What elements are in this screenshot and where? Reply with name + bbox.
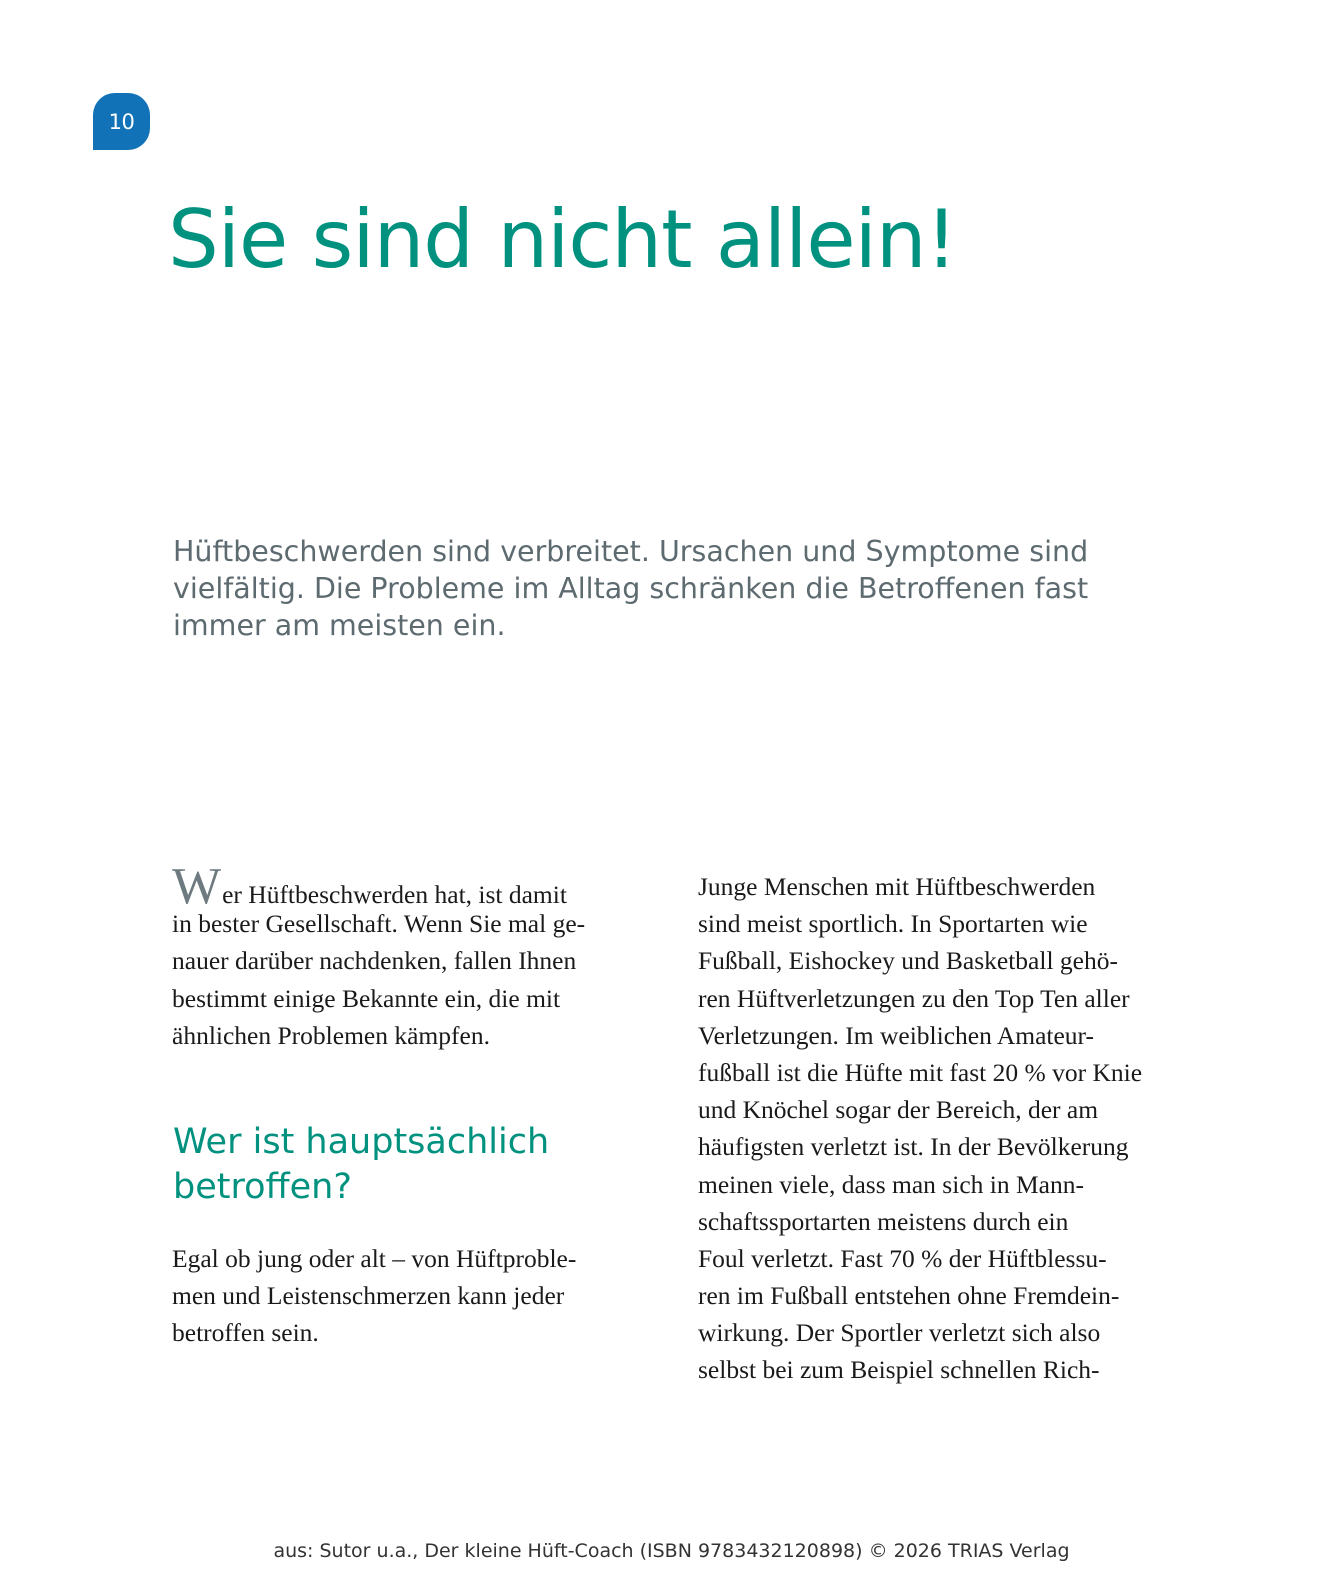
lead-paragraph xyxy=(173,532,1133,644)
right-column-line: schaftssportarten meistens durch ein xyxy=(698,1206,1069,1236)
right-column-line: und Knöchel sogar der Bereich, der am xyxy=(698,1095,1099,1125)
right-column-line: Junge Menschen mit Hüftbeschwerden xyxy=(698,872,1096,901)
right-column-line: fußball ist die Hüfte mit fast 20 % vor Knie xyxy=(698,1057,1143,1087)
section-heading xyxy=(173,1120,643,1210)
right-column-line: Fußball, Eishockey und Basketball gehö- xyxy=(698,946,1118,976)
right-column-line: sind meist sportlich. In Sportarten wie xyxy=(698,909,1088,939)
section-line: men und Leistenschmerzen kann jeder xyxy=(172,1281,565,1311)
intro-line: bestimmt einige Bekannte ein, die mit xyxy=(172,983,561,1013)
section-line: betroffen sein. xyxy=(172,1318,319,1348)
intro-line xyxy=(172,858,642,915)
right-column-line: wirkung. Der Sportler verletzt sich also xyxy=(698,1318,1101,1348)
right-column-line: Foul verletzt. Fast 70 % der Hüftblessu- xyxy=(698,1243,1107,1273)
section-heading-line: Wer ist hauptsächlich xyxy=(173,1122,550,1162)
copyright-footer: aus: Sutor u.a., Der kleine Hüft-Coach (ISBN 9783432120898) © 2026 TRIAS Verlag xyxy=(273,1540,1070,1562)
right-column-line: selbst bei zum Beispiel schnellen Rich- xyxy=(698,1355,1100,1385)
page-number: 10 xyxy=(108,109,135,134)
intro-line: in bester Gesellschaft. Wenn Sie mal ge- xyxy=(172,909,586,939)
intro-paragraph xyxy=(172,858,642,1054)
page-number-badge xyxy=(93,93,150,150)
right-column-line: ren Hüftverletzungen zu den Top Ten aller xyxy=(698,983,1130,1013)
lead-line: vielfältig. Die Probleme im Alltag schränken die Betroffenen fast xyxy=(173,572,1089,606)
page-title: Sie sind nicht allein! xyxy=(168,193,957,286)
section-heading-line: betroffen? xyxy=(173,1167,352,1207)
right-column-line: Verletzungen. Im weiblichen Amateur- xyxy=(698,1020,1095,1050)
right-column-line: meinen viele, dass man sich in Mann- xyxy=(698,1169,1084,1199)
intro-line-text: er Hüftbeschwerden hat, ist damit xyxy=(222,880,567,909)
lead-line: immer am meisten ein. xyxy=(173,609,506,643)
right-column-paragraph xyxy=(698,868,1178,1389)
section-line: Egal ob jung oder alt – von Hüftproble- xyxy=(172,1244,577,1273)
intro-line: nauer darüber nachdenken, fallen Ihnen xyxy=(172,946,577,976)
drop-cap: W xyxy=(172,858,222,915)
intro-line: ähnlichen Problemen kämpfen. xyxy=(172,1020,490,1050)
right-column-line: häufigsten verletzt ist. In der Bevölkerung xyxy=(698,1132,1129,1162)
right-column-line: ren im Fußball entstehen ohne Fremdein- xyxy=(698,1281,1120,1311)
section-paragraph xyxy=(172,1240,576,1352)
lead-line: Hüftbeschwerden sind verbreitet. Ursachen und Symptome sind xyxy=(173,535,1089,568)
